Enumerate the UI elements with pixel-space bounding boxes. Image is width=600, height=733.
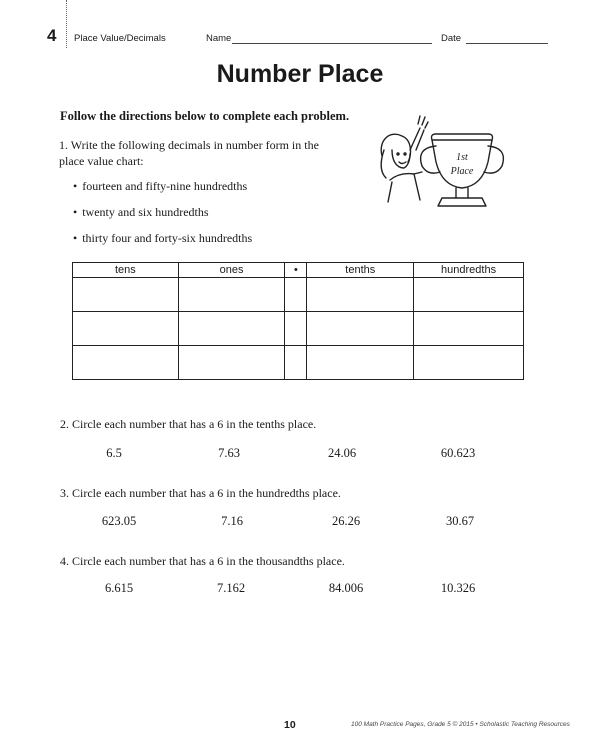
table-row: [73, 346, 524, 380]
directions: Follow the directions below to complete each problem.: [60, 109, 350, 123]
trophy-illustration: [370, 110, 520, 210]
decimal-cell: [285, 312, 307, 346]
q3-number[interactable]: 7.16: [221, 514, 243, 528]
q3-number[interactable]: 623.05: [101, 514, 137, 528]
q4-number[interactable]: 10.326: [440, 581, 476, 595]
question-3-prompt: 3. Circle each number that has a 6 in the hundredths place.: [60, 486, 341, 500]
answer-cell[interactable]: [414, 346, 524, 380]
header-decimal-point: •: [285, 263, 307, 278]
answer-cell[interactable]: [178, 278, 285, 312]
answer-cell[interactable]: [414, 312, 524, 346]
page-title: Number Place: [216, 60, 384, 88]
header-hundredths: hundredths: [414, 263, 524, 278]
q2-number[interactable]: 7.63: [218, 446, 240, 460]
name-field[interactable]: [232, 43, 432, 44]
answer-cell[interactable]: [178, 346, 285, 380]
q3-number[interactable]: 30.67: [445, 514, 475, 528]
question-1-item: • fourteen and fifty-nine hundredths: [73, 179, 247, 194]
question-1-item: • twenty and six hundredths: [73, 205, 209, 220]
header-tenths: tenths: [307, 263, 414, 278]
answer-cell[interactable]: [307, 312, 414, 346]
q4-number[interactable]: 7.162: [216, 581, 246, 595]
date-field[interactable]: [466, 43, 548, 44]
table-row: [73, 312, 524, 346]
place-value-chart: [72, 262, 524, 380]
question-1-item: • thirty four and forty-six hundredths: [73, 231, 252, 246]
section-title: Place Value/Decimals: [74, 33, 166, 44]
question-2-prompt: 2. Circle each number that has a 6 in the tenths place.: [60, 417, 317, 431]
answer-cell[interactable]: [307, 346, 414, 380]
decimal-cell: [285, 346, 307, 380]
q2-number[interactable]: 24.06: [327, 446, 357, 460]
answer-cell[interactable]: [73, 312, 179, 346]
q4-number[interactable]: 84.006: [328, 581, 364, 595]
header-ones: ones: [178, 263, 285, 278]
footer-page-number: 10: [284, 719, 296, 731]
trophy-line-1: 1st: [456, 152, 468, 163]
decimal-cell: [285, 278, 307, 312]
q3-number[interactable]: 26.26: [331, 514, 361, 528]
q4-number[interactable]: 6.615: [104, 581, 134, 595]
footer-credit: 100 Math Practice Pages, Grade 5 © 2015 • Scholastic Teaching Resources: [351, 721, 570, 728]
q2-number[interactable]: 60.623: [440, 446, 476, 460]
section-number: 4: [47, 26, 57, 45]
header-divider: [66, 0, 67, 48]
trophy-line-2: Place: [450, 166, 474, 177]
date-label: Date: [441, 33, 462, 44]
table-row: [73, 278, 524, 312]
question-1-prompt: 1. Write the following decimals in number form in the place value chart:: [59, 138, 319, 168]
q2-number[interactable]: 6.5: [106, 446, 122, 460]
name-label: Name: [206, 33, 232, 44]
answer-cell[interactable]: [307, 278, 414, 312]
question-4-prompt: 4. Circle each number that has a 6 in the thousandths place.: [60, 554, 345, 568]
header-tens: tens: [73, 263, 179, 278]
answer-cell[interactable]: [178, 312, 285, 346]
answer-cell[interactable]: [73, 278, 179, 312]
answer-cell[interactable]: [73, 346, 179, 380]
answer-cell[interactable]: [414, 278, 524, 312]
